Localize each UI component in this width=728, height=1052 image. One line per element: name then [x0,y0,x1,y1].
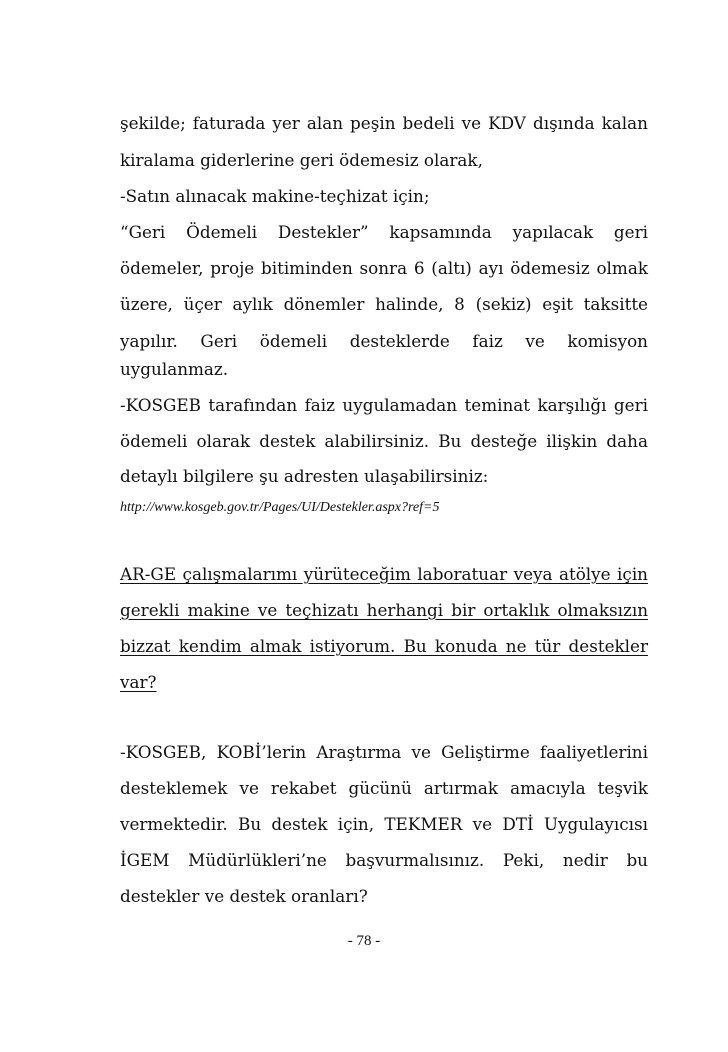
body-text-line: kiralama giderlerine geri ödemesiz olarak, [120,150,483,170]
question-text-line: AR-GE çalışmalarımı yürüteceğim laboratuar veya atölye için [120,564,648,584]
kosgeb-url-link[interactable]: http://www.kosgeb.gov.tr/Pages/UI/Destekler.aspx?ref=5 [120,500,440,515]
body-text-line: yapılır. Geri ödemeli desteklerde faiz ve komisyon [120,331,648,351]
question-text-line: bizzat kendim almak istiyorum. Bu konuda ne tür destekler [120,636,648,656]
answer-text-line: İGEM Müdürlükleri’ne başvurmalısınız. Peki, nedir bu [120,850,648,870]
answer-text-line: destekler ve destek oranları? [120,886,368,906]
body-text-line: şekilde; faturada yer alan peşin bedeli ve KDV dışında kalan [120,113,648,133]
body-text-line: detaylı bilgilere şu adresten ulaşabilirsiniz: [120,466,489,486]
body-text-line: uygulanmaz. [120,359,229,379]
question-text-line: var? [120,672,157,692]
answer-text-line: -KOSGEB, KOBİ’lerin Araştırma ve Geliştirme faaliyetlerini [120,742,648,762]
body-text-line: -Satın alınacak makine-teçhizat için; [120,186,430,206]
answer-text-line: vermektedir. Bu destek için, TEKMER ve DTİ Uygulayıcısı [120,814,648,834]
body-text-line: “Geri Ödemeli Destekler” kapsamında yapılacak geri [120,222,648,242]
body-text-line: ödemeli olarak destek alabilirsiniz. Bu desteğe ilişkin daha [120,431,648,451]
body-text-line: -KOSGEB tarafından faiz uygulamadan teminat karşılığı geri [120,395,648,415]
body-text-line: üzere, üçer aylık dönemler halinde, 8 (sekiz) eşit taksitte [120,294,648,314]
question-text-line: gerekli makine ve teçhizatı herhangi bir ortaklık olmaksızın [120,600,648,620]
body-text-line: ödemeler, proje bitiminden sonra 6 (altı) ayı ödemesiz olmak [120,258,648,278]
page-number: - 78 - [347,933,381,949]
answer-text-line: desteklemek ve rekabet gücünü artırmak amacıyla teşvik [120,778,648,798]
